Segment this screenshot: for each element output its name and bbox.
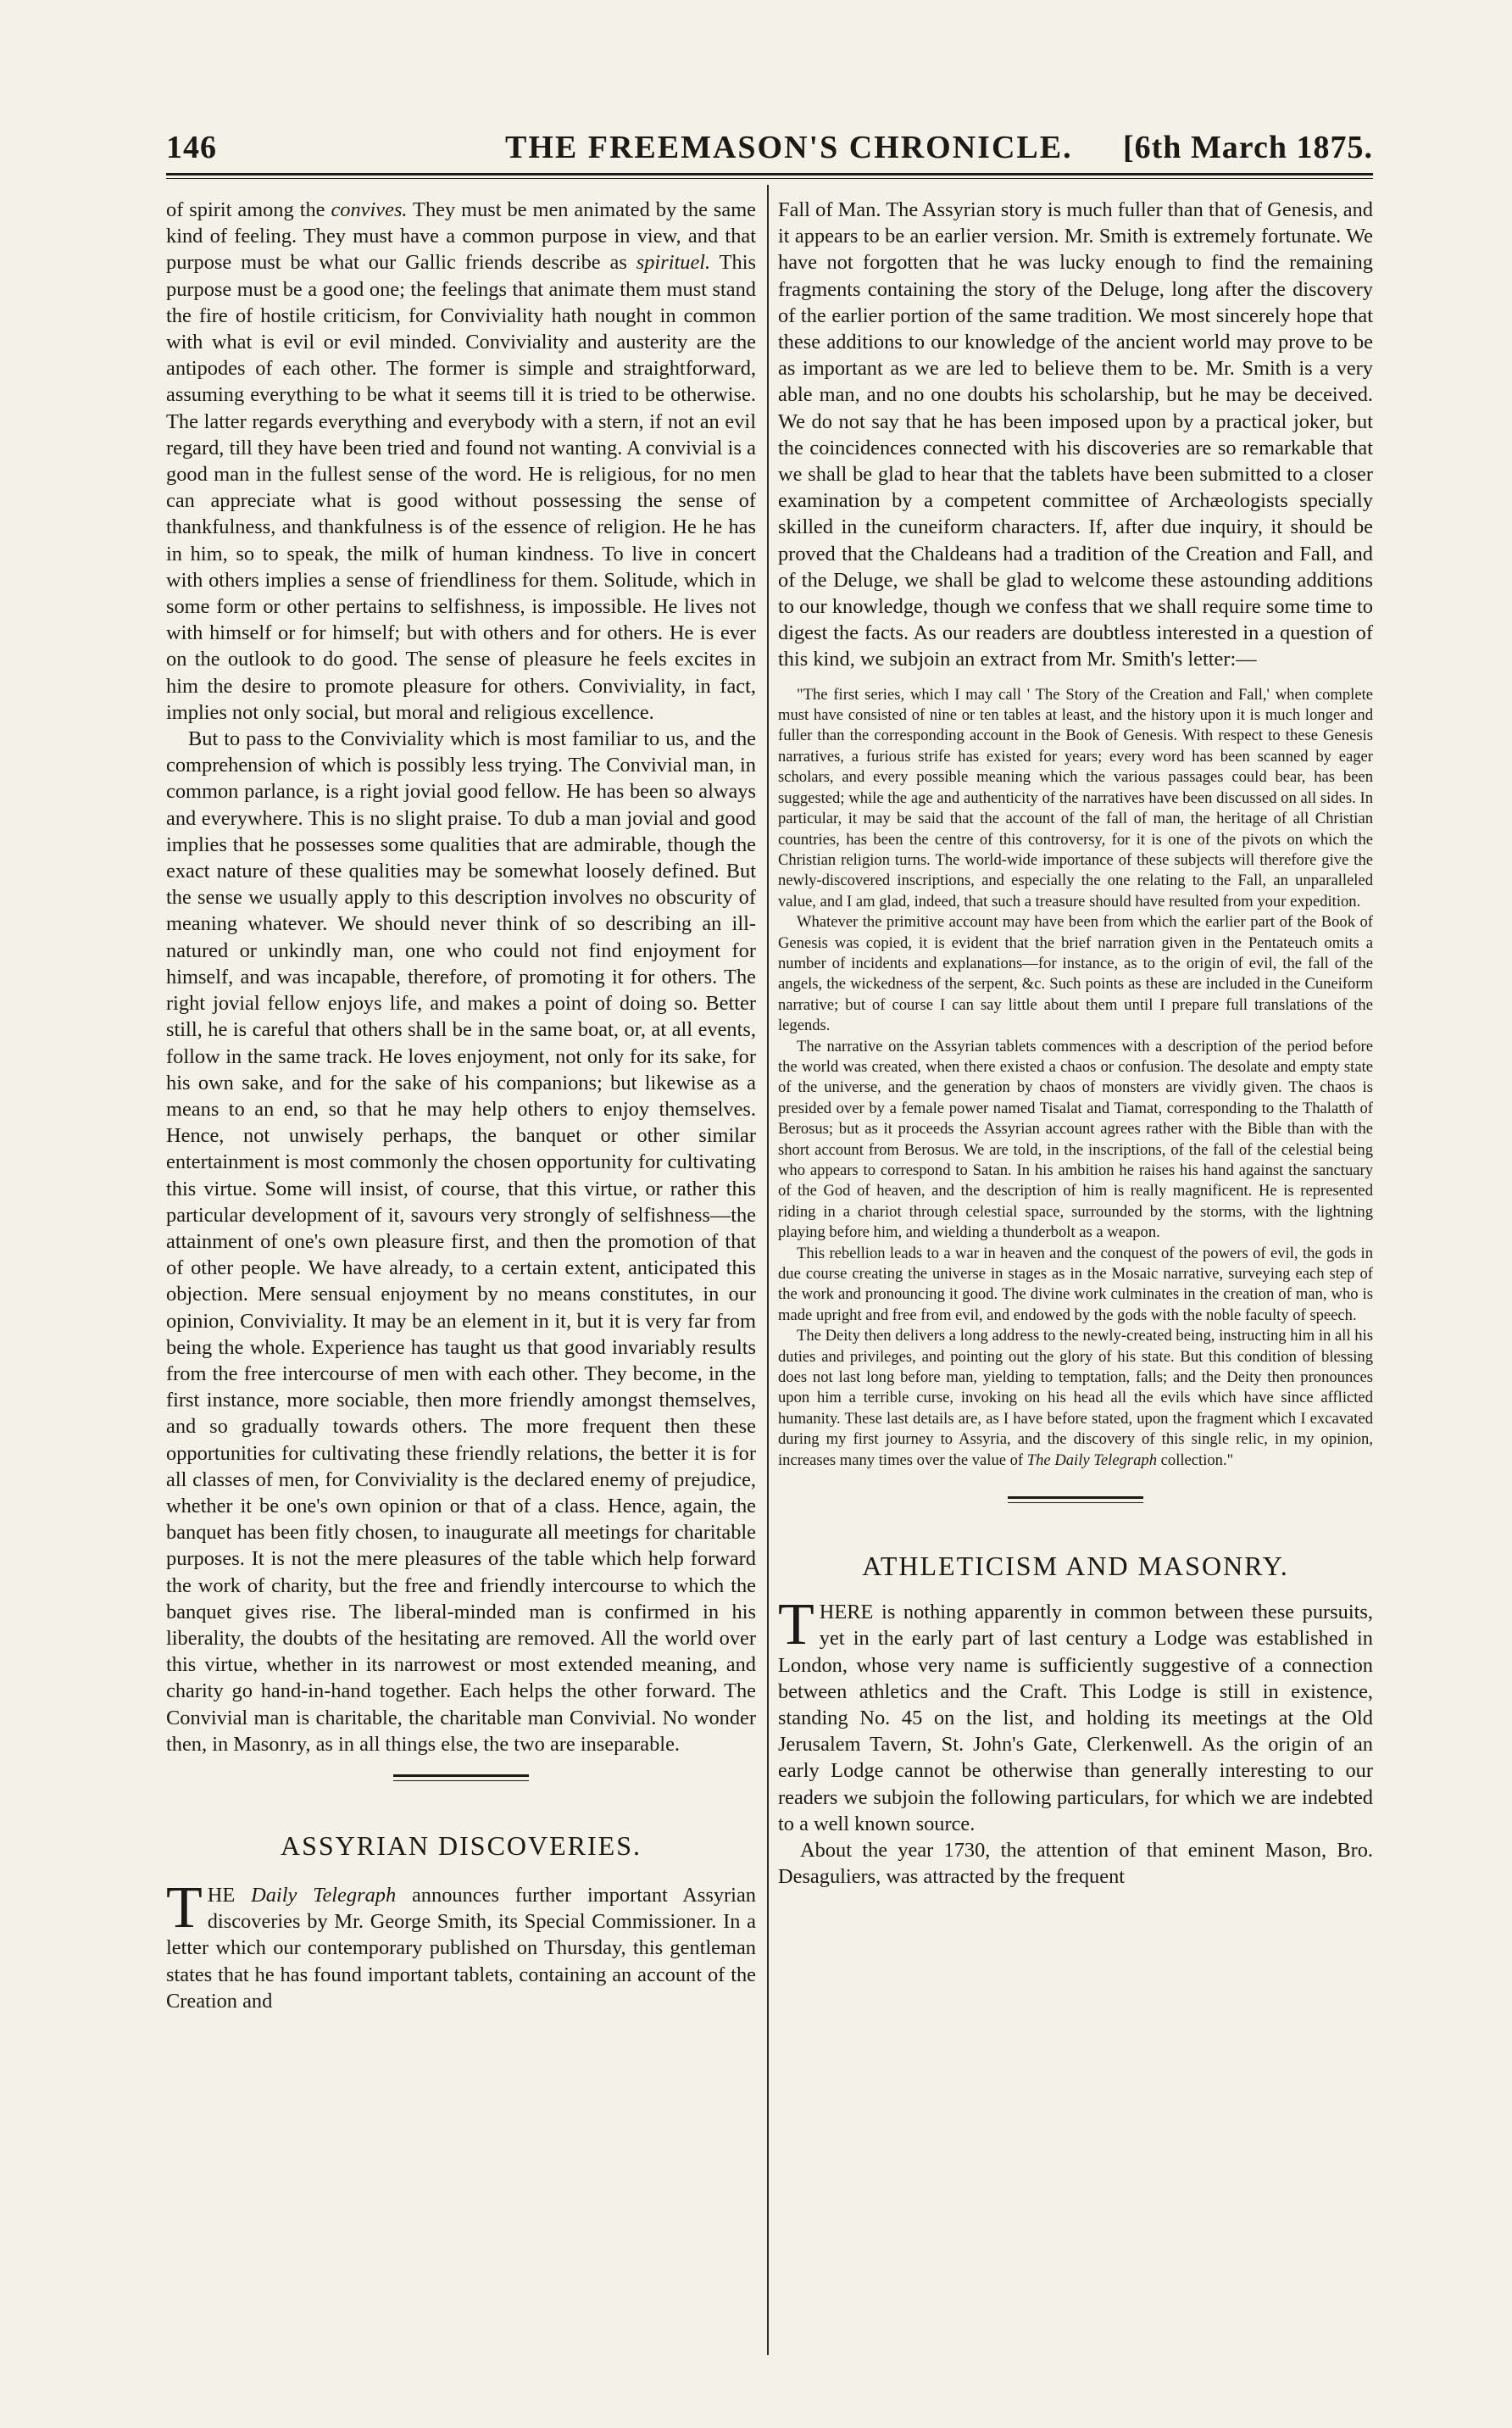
drop-cap: T (166, 1874, 203, 1941)
athleticism-paragraph-1: HERE is nothing apparently in common between these pursuits, yet in the early part of last century a Lodge was established in London, whose very name is sufficiently suggestive of a connection between athletics and the Craft. This Lodge is still in existence, standing No. 45 on the list, and holding its meetings at the Old Jerusalem Tavern, St. John's Gate, Clerkenwell. As the origin of an early Lodge cannot be otherwise than generally interesting to our readers we subjoin the following particulars, for which we are indebted to a well known source. (778, 1601, 1373, 1835)
assyrian-paragraph: HE Daily Telegraph announces further important Assyrian discoveries by Mr. George Smith, its Special Commissioner. In a letter which our contemporary published on Thursday, this gentleman states that he has found important tablets, containing an account of the Creation and (166, 1883, 756, 2013)
section-divider (393, 1774, 529, 1781)
left-column (166, 197, 756, 2014)
running-head (166, 129, 1373, 171)
drop-cap: T (778, 1592, 814, 1658)
header-rule (166, 173, 1373, 175)
assyrian-article (166, 1874, 756, 2014)
extract-paragraph-5: The Deity then delivers a long address to the newly-created being, instructing him in all his duties and privileges, and pointing out the glory of his state. But this condition of blessing does not last long before man, yielding to temptation, falls; and the Deity then pronounces upon him a terrible curse, invoking on his head all the evils which have since afflicted humanity. These last details are, as I have before stated, upon the fragment which I excavated during my first journey to Assyria, and the discovery of this single relic, in my opinion, increases many times over the value of The Daily Telegraph collection." (778, 1327, 1373, 1469)
athleticism-paragraph-2: About the year 1730, the attention of that eminent Mason, Bro. Desaguliers, was attracted by the frequent (778, 1838, 1373, 1889)
extract-paragraph-4: This rebellion leads to a war in heaven and the conquest of the powers of evil, the gods in due course creating the universe in stages as in the Mosaic narrative, surveying each step of the work and pronouncing it good. The divine work culminates in the creation of man, who is made upright and free from evil, and endowed by the gods with the noble faculty of speech. (778, 1244, 1373, 1324)
right-column (778, 197, 1373, 1890)
section-divider (1008, 1496, 1143, 1503)
extract-paragraph-1: "The first series, which I may call ' The Story of the Creation and Fall,' when complete must have consisted of nine or ten tables at least, and the history upon it is much longer and fuller than the corresponding account in the Book of Genesis. With respect to these Genesis narratives, a furious strife has existed for years; every word has been scanned by eager scholars, and every possible meaning which the various passages could bear, has been suggested; while the age and authenticity of the narratives have been discussed on all sides. In particular, it may be said that the account of the fall of man, the heritage of all Christian countries, has been the centre of this controversy, for it is one of the pivots on which the Christian religion turns. The world-wide importance of these subjects will therefore give the newly-discovered inscriptions, and especially the one relating to the Fall, an unparalleled value, and I am glad, indeed, that such a treasure should have resulted from your expedition. (778, 685, 1373, 910)
assyrian-discoveries-heading: ASSYRIAN DISCOVERIES. (280, 1829, 642, 1861)
column-divider (767, 185, 769, 2355)
extract-paragraph-2: Whatever the primitive account may have been from which the earlier part of the Book of Genesis was copied, it is evident that the brief narration given in the Pentateuch omits a number of incidents and explanations—for instance, as to the origin of evil, the fall of the angels, the wickedness of the serpent, &c. Such points as these are included in the Cuneiform narrative; but of course I can say little about them until I prepare full translations of the legends. (778, 913, 1373, 1035)
extract-paragraph-3: The narrative on the Assyrian tablets commences with a description of the period before the world was created, when there existed a chaos or confusion. The desolate and empty state of the universe, and the generation by chaos of monsters are vividly given. The chaos is presided over by a female power named Tisalat and Tiamat, corresponding to the Thalatth of Berosus; but as it proceeds the Assyrian account agrees rather with the Bible than with the short account from Berosus. We are told, in the inscriptions, of the fall of the celestial being who appears to correspond to Satan. In his ambition he raises his hand against the sanctuary of the God of heaven, and the description of him is really magnificent. He is represented riding in a chariot through celestial space, surrounded by the storms, with the lightning playing before him, and wielding a thunderbolt as a weapon. (778, 1037, 1373, 1242)
athleticism-heading: ATHLETICISM AND MASONRY. (862, 1551, 1289, 1582)
conviviality-paragraph-2: But to pass to the Conviviality which is most familiar to us, and the comprehension of which is possibly less trying. The Convivial man, in common parlance, is a right jovial good fellow. He has been so always and everywhere. This is no slight praise. To dub a man jovial and good implies that he possesses some qualities that are admirable, though the exact nature of these qualities may be somewhat loosely defined. But the sense we usually apply to this description involves no obscurity of meaning whatever. We should never think of so describing an ill-natured or unkindly man, one who could not find enjoyment for himself, and was incapable, therefore, of promoting it for others. The right jovial fellow enjoys life, and makes a point of doing so. Better still, he is careful that others shall be in the same boat, or, at all events, follow in the same track. He loves enjoyment, not only for its sake, for his own sake, and for the sake of his companions; but likewise as a means to an end, so that he may help others to enjoy themselves. Hence, not unwisely perhaps, the banquet or other similar entertainment is most commonly the chosen opportunity for cultivating this virtue. Some will insist, of course, that this virtue, or rather this particular development of it, savours very strongly of selfishness—the attainment of one's own pleasure first, and then the promotion of that of other people. We have already, to a certain extent, anticipated this objection. Mere sensual enjoyment by no means constitutes, in our opinion, Conviviality. It may be an element in it, but it is very far from being the whole. Experience has taught us that good invariably results from the free intercourse of men with each other. They become, in the first instance, more sociable, then more friendly amongst themselves, and so gradually towards others. The more frequent then these opportunities for cultivating these friendly relations, the better it is for all classes of men, for Conviviality is the declared enemy of prejudice, whether it be one's own opinion or that of a class. Hence, again, the banquet has been fitly chosen, to inaugurate all meetings for charitable purposes. It is not the mere pleasures of the table which help forward the work of charity, but the free and friendly intercourse to which the banquet gives rise. The liberal-minded man is confirmed in his liberality, the doubts of the hesitating are removed. All the world over this virtue, whether in its narrowest or most extended meaning, and charity go hand-in-hand together. Each helps the other forward. The Convivial man is charitable, the charitable man Convivial. No wonder then, in Masonry, as in all things else, the two are inseparable. (166, 727, 756, 1756)
page-number: 146 (166, 130, 217, 165)
publication-title: THE FREEMASON'S CHRONICLE. (505, 130, 1073, 165)
conviviality-paragraph-1: of spirit among the convives. They must be men animated by the same kind of feeling. They must have a common purpose in view, and that purpose must be what our Gallic friends describe as spirituel. This purpose must be a good one; the feelings that animate them must stand the fire of hostile criticism, for Conviviality hath nought in common with what is evil or evil minded. Conviviality and austerity are the antipodes of each other. The former is simple and straightforward, assuming everything to be what it seems till it is tried to be otherwise. The latter regards everything and everybody with a stern, if not an evil regard, till they have been tried and found not wanting. A convivial is a good man in the fullest sense of the word. He is religious, for no men can appreciate what is good without possessing the sense of thankfulness, and thankfulness is of the essence of religion. He he has in him, so to speak, the milk of human kindness. To live in concert with others implies a sense of friendliness for them. Solitude, which in some form or other pertains to selfishness, is impossible. He lives not with himself or for himself; but with others and for others. He is ever on the outlook to do good. The sense of pleasure he feels excites in him the desire to promote pleasure for others. Conviviality, in fact, implies not only social, but moral and religious excellence. (166, 198, 756, 724)
smith-letter-extract (778, 685, 1373, 1471)
athleticism-article (778, 1592, 1373, 1837)
header-rule-thin (166, 178, 1373, 179)
issue-date: [6th March 1875. (1123, 130, 1373, 165)
assyrian-continued-paragraph: Fall of Man. The Assyrian story is much fuller than that of Genesis, and it appears to be an earlier version. Mr. Smith is extremely fortunate. We have not forgotten that he was lucky enough to find the remaining fragments containing the story of the Deluge, long after the discovery of the earlier portion of the same tradition. We most sincerely hope that these additions to our knowledge of the ancient world may prove to be as important as we are led to believe them to be. Mr. Smith is a very able man, and no one doubts his scholarship, but he may be deceived. We do not say that he has been imposed upon by a practical joker, but the coincidences connected with his discoveries are so remarkable that we shall be glad to hear that the tablets have been submitted to a closer examination by a competent committee of Archæologists specially skilled in the cuneiform characters. If, after due inquiry, it should be proved that the Chaldeans had a tradition of the Creation and Fall, and of the Deluge, we shall be glad to welcome these astounding additions to our knowledge, though we confess that we shall require some time to digest the facts. As our readers are doubtless interested in a question of this kind, we subjoin an extract from Mr. Smith's letter:— (778, 198, 1373, 671)
